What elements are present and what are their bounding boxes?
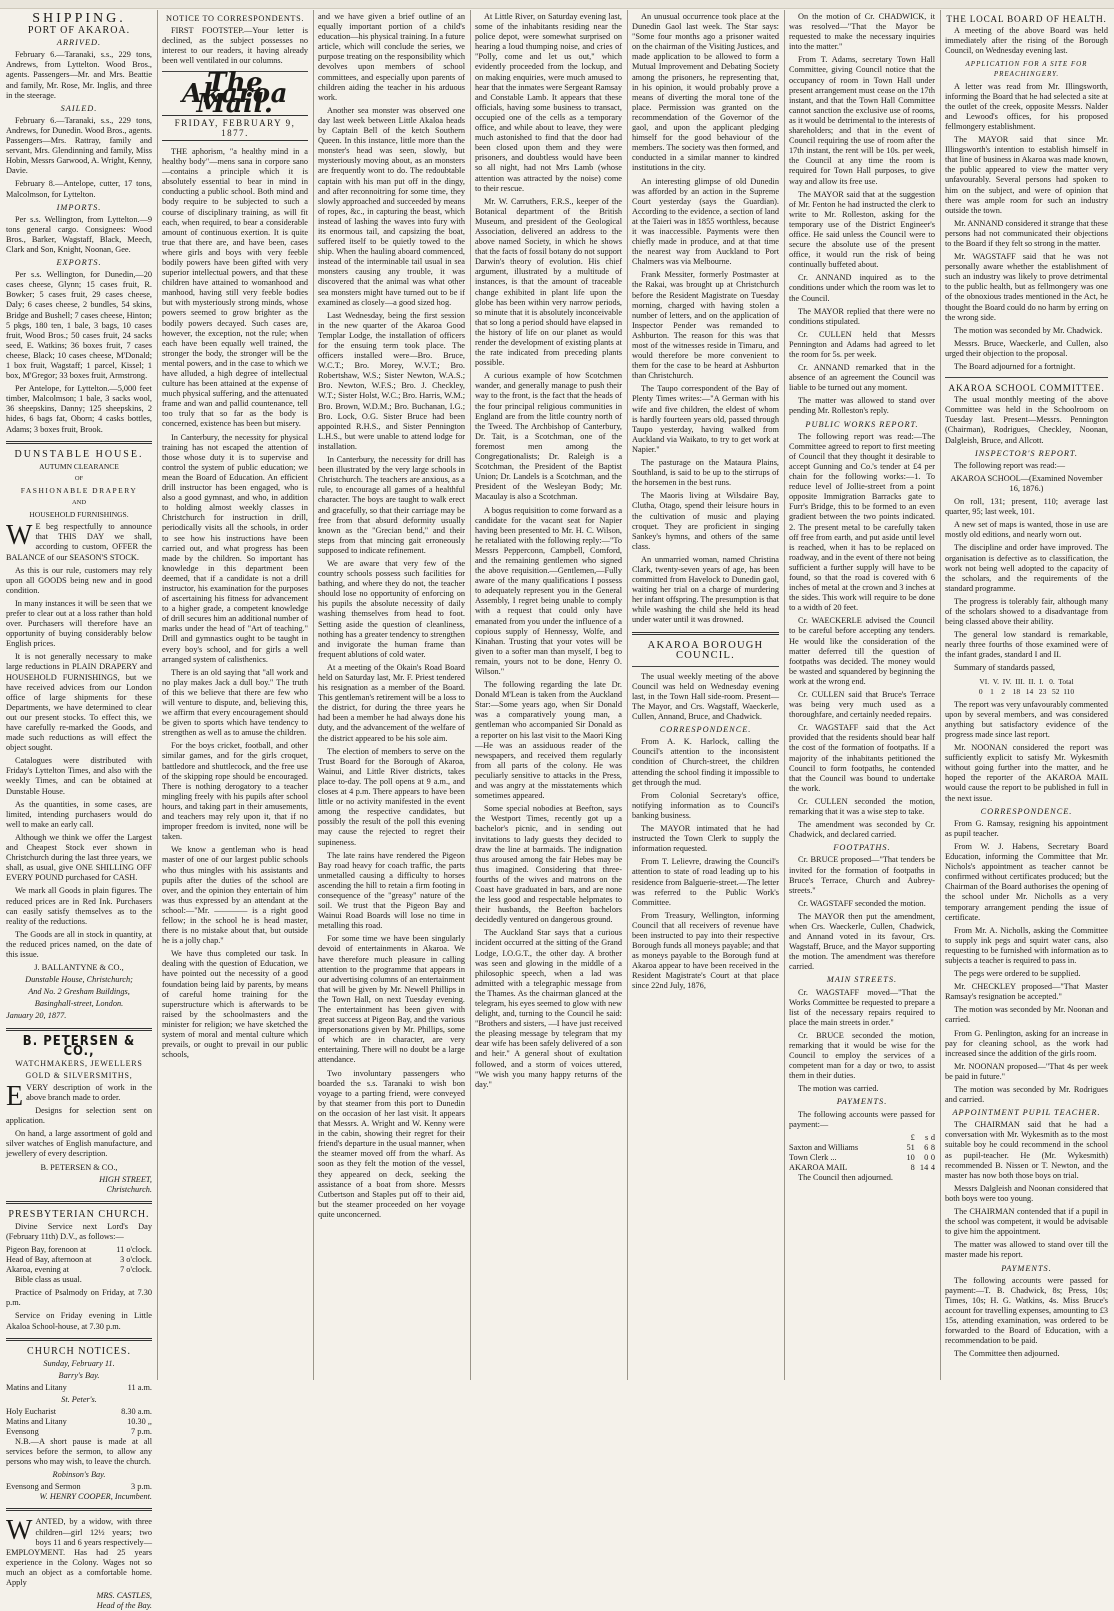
ad-subtitle: AUTUMN CLEARANCE [39, 461, 119, 471]
report-paragraph: The discipline and order have improved. The organisation is defective as to classification, the work not being well adopted to the capacity of the scholars, and the requirements of the standard programme. [945, 543, 1108, 593]
subheading: PAYMENTS. [836, 1097, 888, 1107]
report-paragraph: From Mr. A. Nicholls, asking the Committee to supply ink pegs and squirt water cans, also requesting to be furnished with information as to subjects a teacher is required to pass in. [945, 925, 1108, 965]
report-paragraph: The motion was carried. [798, 1084, 879, 1094]
news-paragraph: The Taupo correspondent of the Bay of Plenty Times writes:—"A German with his wife and five children, the eldest of whom is hardly fourteen years old, passed through Taupo yesterday, having walked from Auckland via Waikato, to try to get work at Napier." [632, 384, 779, 454]
ad-body: VERY description of work in the above branch made to order. [26, 1082, 152, 1102]
news-paragraph: Two involuntary passengers who boarded the s.s. Taranaki to wish bon voyage to a parting friend, were conveyed by that steamer from this port to Dunedin on the occasion of her last visit. It appears that Messrs. A. Wright and W. Kenny were in the cabin, showing their regret for their friend's departure in the usual manner, when the steamer moved off from the wharf. As soon as they felt the motion of the vessel, they appeared on deck, seeking the assistance of a boat from shore. Messrs Cutbertson and Staples put off to their aid, but the steamer proceeded on her voyage quite unconcerned. [318, 1068, 465, 1219]
subheading: FOOTPATHS. [833, 843, 891, 853]
payments-table [789, 1133, 935, 1173]
payment-amount: 10 [906, 1152, 915, 1162]
report-paragraph: Cr. WAGSTAFF said that the Act provided that the residents should bear half the cost of the formation of footpaths. If a majority of the inhabitants petitioned the Council to form footpaths, he contended that the Council was bound to undertake the work. [789, 723, 935, 793]
news-paragraph: An unusual occurrence took place at the Dunedin Gaol last week. The Star says: "Some four months ago a prisoner waited on the chairman of the Visiting Justices, and made application to be allowed to form a Mutual Improvement and Debating Society among the prisoners, he representing that, in his opinion, it would probably prove a means of diverting the moral tone of the place. Permission was granted on the recommendation of the Governor of the gaol, and upon the applicant pledging himself for the good behaviour of the members. The society was then formed, and conducted in a similar manner to kindred institutions in the city. [632, 12, 779, 173]
report-paragraph: Cr. CULLEN said that Bruce's Terrace was being very much used as a thoroughfare, and certainly needed repairs. [789, 690, 935, 720]
report-paragraph: From T. Adams, secretary Town Hall Committee, giving Council notice that the occupancy of room in Town Hall under present arrangement must cease on the 17th instant, and that the Town Hall Committee cannot sanction the exclusive use of rooms, as it would be detrimental to the interests of shareholders; and that in the event of Council requiring the use of room after the 17th instant, the rent will be 10s. per week, the Council at any time the room is required for Town Hall purposes, to give way and allow its free use. [789, 55, 935, 186]
report-paragraph: Messrs. Bruce, Waeckerle, and Cullen, also urged their objection to the proposal. [945, 338, 1108, 358]
ad-subtitle: AND [71, 499, 87, 507]
section-divider [6, 1508, 152, 1511]
notice-heading: NOTICE TO CORRESPONDENTS. [165, 14, 304, 23]
news-paragraph: A curious example of how Scotchmen wander, and generally manage to push their way to the front, is the fact that the heads of the four principal religious communities in England are from the little country north of the Tweed. The Archbishop of Canterbury, Dr. Tait, is a Scotchman, one of the foremost men among the Congregationalists; Dr. Raleigh is a Scotchman, the President of the Baptist Union; Dr. Landels is a Scotchman, and the President of the Wesleyan Body; Mr. Macaulay is also a Scotchman. [475, 371, 622, 502]
imports-entry: Per s.s. Wellington, from Lyttelton.—9 tons general cargo. Consignees: Wood Bros., Barker, Wagstaff, Black, Meech, Clark and Son, Knight, Noonan, Gee. [6, 214, 152, 254]
standards-values-row: 0 1 2 18 14 23 52 110 [978, 686, 1075, 696]
column-rule [784, 10, 785, 1380]
report-paragraph: The matter was allowed to stand over pending Mr. Rolleston's reply. [789, 396, 935, 416]
report-paragraph: From A. K. Harlock, calling the Council's attention to the inconsistent condition of Church-street, the children attending the school finding it impossible to get through the mud. [632, 737, 779, 787]
section-title-shipping: SHIPPING. [32, 11, 126, 26]
report-paragraph: Cr. ANNAND remarked that in the absence of an agreement the Council was liable to be turned out any moment. [789, 363, 935, 393]
section-divider [6, 1028, 152, 1031]
report-paragraph: From G. Ramsay, resigning his appointment as pupil teacher. [945, 818, 1108, 838]
editorial-paragraph: and we have given a brief outline of an equally important portion of a child's education—his physical training. In a future article, which will conclude the series, we purpose treating on the responsibility which devolves upon members of school committees, and especially upon parents of children aiding the teacher in his arduous work. [318, 12, 465, 102]
ad-signature: J. BALLANTYNE & CO., [34, 963, 124, 973]
ad-body: We mark all Goods in plain figures. The reduced prices are in Red Ink. Purchasers can easily satisfy themselves as to the reality of the reductions. [6, 886, 152, 926]
service-time-row [6, 1417, 152, 1427]
ad-subtitle: HOUSEHOLD FURNISHINGS. [29, 510, 129, 520]
report-paragraph: The Board adjourned for a fortnight. [954, 362, 1076, 371]
payee-name: AKAROA MAIL [789, 1162, 848, 1172]
payment-row [789, 1143, 935, 1153]
notice-body: FIRST FOOTSTEP.—Your letter is declined, as the subject possesses no interest to our readers, it having already been well ventilated in our columns. [162, 26, 308, 66]
report-paragraph: From Colonial Secretary's office, notifying information as to Council's banking business. [632, 790, 779, 820]
news-paragraph: A bogus requisition to come forward as a candidate for the vacant seat for Napier having been presented to Mr. H. C. Wilson, he retaliated with the following reply:—"To Messrs Pepperconn, Campbell, Comford, and the remaining gentlemen who signed the above requisition.—Gentlemen,—Fully aware of the many qualifications I possess to adequately represent you in the General Assembly, I regret being unable to comply with a request that could only have emanated from you under the influence of a copious supply of Hennessy, Wolfe, and Kinahan. Trusting that your votes will be given to a softer man than myself, I beg to remain, yours not to be done, Henry O. Wilson." [475, 505, 622, 676]
news-paragraph: An unmarried woman, named Christina Clark, twenty-seven years of age, has been committed from Havelock to Dunedin gaol, waiting her trial on a charge of murdering her infant offspring. The presumption is that while washing the child she held its head under water until it was drowned. [632, 554, 779, 625]
service-label: Matins and Litany [6, 1416, 67, 1426]
service-time-row [6, 1482, 152, 1492]
report-paragraph: The CHAIRMAN said that he had a conversation with Mr. Wykesmith as to the most suitable boy he could recommend in the school as pupil-teacher. He (Mr. Wykesmith) recommended B. Nissen or T. Newton, and the master has now both those boys on trial. [945, 1120, 1108, 1180]
news-paragraph: At a meeting of the Okain's Road Board held on Saturday last, Mr. F. Priest tendered his resignation as a member of the Board. This gentleman's retirement will be a loss to the district, for during the three years he had been a member he had always done his duty, and the advancement of the welfare of the district appeared to be his sole aim. [318, 662, 465, 743]
editorial-paragraph: There is an old saying that "all work and no play makes Jack a dull boy." The truth of this we believe that there are few who will venture to dispute, and, believing this, we affirm that every encouragement should be given to sports which have tendency to strengthen as well as to amuse the children. [162, 667, 308, 738]
report-paragraph: The motion was seconded by Mr. Chadwick. [954, 325, 1103, 335]
report-paragraph: The MAYOR said that since Mr. Illingsworth's intention to establish himself in that line of business in Akaroa was made known, the public appeared to view the matter very unfavourably. Several persons had spoken to him on the subject, and were of opinion that there was ample room for such an industry outside the town. [945, 135, 1108, 215]
ad-body: Although we think we offer the Largest and Cheapest Stock ever shown in Christchurch during the last three years, we shall, as usual, give ONE SHILLING OFF EVERY POUND purchased for CASH. [6, 832, 152, 883]
service-label: Evensong and Sermon [6, 1482, 81, 1492]
service-time: 7 p.m. [131, 1426, 152, 1436]
news-paragraph: At Little River, on Saturday evening last, some of the inhabitants residing near the police depot, were somewhat surprised on hearing a loud thumping noise, and cries of "Polly, come and let us out," which evidently proceeded from the lockup, and on making enquiries, were much amused to hear that the inmates were Sergeant Ramsay and Constable Lamb. It appears that these officials, having some business to transact, occupied one of the cells as a temporary office, and while about to leave, they were much astonished to find that the door had been closed upon them and they were prisoners, and doubtless would have been so all night, had not Mrs Lamb (whose attention was attracted by the noise) come to their rescue. [475, 12, 622, 193]
news-paragraph: In Canterbury, the necessity for drill has been illustrated by the very large schools in Christchurch. The teachers are anxious, as a rule, to encourage all games of a healthful character. The boys are taught to walk erect and gracefully, so that their carriage may be free from that absurd deformity usually known as the "Grecian bend," and their steps from that mincing gait erroneously supposed to indicate refinement. [318, 455, 465, 555]
report-paragraph: From W. J. Habens, Secretary Board Education, informing the Committee that Mr. Nichols's appointment as teacher cannot be confirmed without certificates produced; but the Chairman of the Board authorises the opening of the school under Mr. Nicholls as a very temporary arrangement pending the issue of certificate. [945, 841, 1108, 922]
ad-subtitle: FASHIONABLE DRAPERY [20, 485, 138, 495]
ad-signature: B. PETERSEN & CO., [40, 1162, 118, 1172]
report-paragraph: On the motion of Cr. CHADWICK, it was resolved—"That the Mayor be requested to make the necessary inquiries into the matter." [789, 12, 935, 52]
ad-address: Basinghall-street, London. [34, 999, 124, 1009]
report-paragraph: The MAYOR replied that there were no conditions stipulated. [789, 306, 935, 326]
payment-amount: 6 [924, 1142, 929, 1152]
service-label: Holy Eucharist [6, 1406, 57, 1416]
editorial-paragraph: We have thus completed our task. In dealing with the question of Education, we have pointed out the necessity of a good foundation being laid by parents, by means of careful home training for the superstructure which is afterwards to be raised by the schoolmasters and the minister for religion; we have sketched the system of moral and mental culture which prevails, or ought to prevail in our public schools, [162, 949, 308, 1060]
page-top-edge [0, 0, 1114, 9]
column-5 [632, 12, 779, 1378]
report-paragraph: The Council then adjourned. [798, 1172, 893, 1182]
editorial-paragraph: We know a gentleman who is head master of one of our largest public schools who thus mingles with his assistants and pupils after the duties of the school are over, and the opinion they entertain of him was thus expressed by an attendant at the school:—"Mr. ———— is a right good fellow; in the school he is head master, there is no mistake about that, but outside he is a jolly chap." [162, 845, 308, 946]
service-time-row [6, 1265, 152, 1275]
column-7 [945, 12, 1108, 1378]
report-paragraph: The amendment was seconded by Cr. Chadwick, and declared carried. [789, 820, 935, 840]
currency-column-header: s [924, 1132, 929, 1142]
service-label: Matins and Litany [6, 1382, 67, 1392]
service-label: Evensong [6, 1426, 39, 1436]
report-paragraph: Summary of standards passed, [954, 663, 1055, 673]
notice-signature: W. HENRY COOPER, Incumbent. [39, 1492, 152, 1502]
payment-amount: 0 [924, 1152, 929, 1162]
service-label: Pigeon Bay, forenoon at [6, 1245, 87, 1255]
payee-name: Town Clerk ... [789, 1152, 837, 1162]
column-rule [157, 10, 158, 1380]
news-paragraph: Another sea monster was observed one day last week between Little Akaloa heads by Captain Bell of the ketch Southern Queen. In this instance, little more than the monster's head was seen, slowly, but mysteriously moving about, as an monsters are frequently wont to do. The redoubtable captain with his man put off in the dingy, and after reconnoitring for some time, they slowly approached and succeeded by means of ropes, &c., in capturing the beast, which instead of lashing the waves into fury with its enormous tail, and capsizing the boat, suffered itself to be quietly towed to the ship. When the hauling aboard commenced, instead of the interminable tail usual in sea monsters causing any trouble, it was discovered that the animal was what other sea monsters might have turned out to be if examined as closely—a good sized hog. [318, 105, 465, 307]
report-paragraph: The following report was read:— [954, 460, 1066, 470]
currency-column-header: d [930, 1132, 935, 1142]
arrived-heading: ARRIVED. [56, 38, 102, 48]
payment-amount: 8 [930, 1142, 935, 1152]
subheading: PAYMENTS. [1001, 1263, 1052, 1273]
ad-subtitle: GOLD & SILVERSMITHS, [25, 1070, 133, 1080]
service-times-table [6, 1482, 152, 1492]
drop-cap: W [6, 520, 33, 552]
payment-amount: 8 [910, 1162, 915, 1172]
report-paragraph: Cr. WAECKERLE advised the Council to be careful before accepting any tenders. He would like the consideration of the matter deferred till the question of footpaths was decided. The money would be wasted and squandered by beginning the work at the wrong end. [789, 616, 935, 686]
report-paragraph: Cr. WAGSTAFF moved—"That the Works Committee be requested to prepare a list of the necessary repairs required to place the main streets in order." [789, 987, 935, 1027]
report-paragraph: The general low standard is remarkable, nearly three fourths of those examined were of the infant grades, standard I and II. [945, 630, 1108, 660]
report-paragraph: The matter was allowed to stand over till the master made his report. [945, 1240, 1108, 1260]
column-2 [162, 12, 308, 1378]
service-times-table [6, 1407, 152, 1437]
notice-body: Bible class as usual. [15, 1275, 82, 1285]
report-paragraph: The pegs were ordered to be supplied. [954, 969, 1081, 979]
arrival-entry: February 6.—Taranaki, s.s., 229 tons, Andrews, from Lyttelton. Wood Bros., agents. Passengers—Mr. and Mrs. Beattie and family, Mr. Rose, Mr. Inglis, and three in the steerage. [6, 50, 152, 100]
notice-body: N.B.—A short pause is made at all services before the sermon, to allow any persons who may wish, to leave the church. [6, 1436, 152, 1467]
subheading: CORRESPONDENCE. [659, 725, 752, 735]
ad-address: Dunstable House, Christchurch; [25, 975, 133, 985]
report-paragraph: The MAYOR said that at the suggestion of Mr. Fenton he had instructed the clerk to write to Mr. Rolleston, asking for the temporary use of the District Engineer's office. He said unless the Council were to secure the absolute use of the present office, it would run the risk of being continually buffeted about. [789, 189, 935, 270]
subheading: PUBLIC WORKS REPORT. [805, 419, 919, 429]
service-label: Akaroa, evening at [6, 1265, 69, 1275]
report-paragraph: A meeting of the above Board was held immediately after the rising of the Borough Council, on Wednesday evening last. [945, 26, 1108, 56]
payment-amount: 4 [930, 1162, 935, 1172]
report-paragraph: The following accounts were passed for payment:— [789, 1109, 935, 1129]
service-times-table [6, 1383, 152, 1393]
notice-date: Sunday, February 11. [43, 1358, 115, 1368]
payment-amount: 51 [906, 1142, 915, 1152]
notice-body: Service on Friday evening in Little Akaloa School-house, at 7.30 p.m. [6, 1311, 152, 1331]
report-paragraph: The progress is tolerably fair, although many of the scholars showed to a disadvantage from being classed above their ability. [945, 596, 1108, 627]
notice-title-presbyterian: PRESBYTERIAN CHURCH. [8, 1208, 150, 1220]
column-3 [318, 12, 465, 1378]
column-rule [470, 10, 471, 1380]
service-time-row [6, 1407, 152, 1417]
report-paragraph: AKAROA SCHOOL—(Examined November 16, 1876.) [950, 473, 1103, 493]
service-time: 8.30 a.m. [121, 1406, 152, 1416]
section-divider [632, 666, 779, 667]
column-rule [313, 10, 314, 1380]
ad-body: Designs for selection sent on application. [6, 1106, 152, 1126]
report-paragraph: A letter was read from Mr. Illingsworth, informing the Board that he had selected a site at the outlet of the creek, opposite Messrs. Nalder and Lewood's offices, for his proposed fellmongery establishment. [945, 81, 1108, 131]
service-time: 3 p.m. [131, 1482, 152, 1492]
ad-address: HIGH STREET, [99, 1174, 152, 1184]
ad-address: Head of the Bay. [96, 1601, 152, 1611]
service-time-row [6, 1255, 152, 1265]
news-paragraph: The Auckland Star says that a curious incident occurred at the sitting of the Grand Lodge, I.O.G.T., the other day. A brother was seen and glowing in the middle of a philosophic speech, when a lad was admitted with a telegraphic message from the Thames. As the chairman glanced at the telegram, his eyes seemed to glow with new delight, and, turning to the Council he said: "Brothers and sisters, —I have just received the pleasing message by telegram that my dear wife has been safely delivered of a son and heir." A general shout of exultation followed, and a storm of voices uttered, "We wish you many happy returns of the day." [475, 928, 622, 1089]
ad-body: On hand, a large assortment of gold and silver watches of English manufacture, and jewellery of every description. [6, 1129, 152, 1159]
subheading: MAIN STREETS. [826, 975, 898, 985]
report-paragraph: From G. Penlington, asking for an increase in pay for cleaning school, as the work had increased since the addition of the girls room. [945, 1028, 1108, 1058]
report-paragraph: Cr. CULLEN seconded the motion, remarking that it was a wise step to take. [789, 796, 935, 817]
section-title-borough-council: AKAROA BOROUGH COUNCIL. [647, 639, 764, 661]
report-paragraph: Mr. WAGSTAFF said that he was not personally aware whether the establishment of such an industry was likely to prove detrimental to the public health, but as fellmongery was one of the obnoxious trades mentioned in the Act, he thought the Board could do no harm by erring on the wrong side. [945, 252, 1108, 322]
service-time: 11 o'clock. [116, 1245, 152, 1255]
imports-heading: IMPORTS. [56, 202, 102, 212]
news-paragraph: Some special nobodies at Beefton, says the Westport Times, recently got up a bachelor's picnic, and in sending out invitations to lady guests they decided to draw the line at barmaids. The indignation thus aroused among the fair Hebes may be thus imagined. Considering that three-fourths of the wives and matrons on the Coast have graduated in bars, and are none the less good and respectable helpmates to their husbands, the Beefton bachelors decidedly ventured on dangerous ground. [475, 804, 622, 925]
ad-title-petersen: B. PETERSEN & CO., [22, 1033, 136, 1059]
service-time-row [6, 1383, 152, 1393]
editorial-paragraph: For the boys cricket, football, and other similar games, and for the girls croquet, battledore and shuttlecock, and the free use of the skipping rope should be encouraged. There is nothing derogatory to a teacher mingling freely with his pupils after school hours, and taking part in their amusements, and teachers may rely upon it, that if no improper freedom is invited, none will be taken. [162, 741, 308, 842]
service-time: 10.30 ,, [127, 1416, 152, 1426]
column-4 [475, 12, 622, 1378]
news-paragraph: The late rains have rendered the Pigeon Bay road heavy for coach traffic, the parts unmetalled causing a difficulty to horses ascending the hill to retain a firm footing in consequence of the "greasy" nature of the soil. We trust that the Pigeon Bay and Wainui Road Boards will lose no time in metalling this road. [318, 850, 465, 931]
ad-address: And No. 2 Gresham Buildings, [28, 987, 130, 997]
report-paragraph: The CHAIRMAN contended that if a pupil in the school was competent, it would be advisable to give him the appointment. [945, 1207, 1108, 1237]
service-time-row [6, 1245, 152, 1255]
news-paragraph: An interesting glimpse of old Dunedin was afforded by an action in the Supreme Court yesterday (says the Guardian). According to the evidence, a section of land at the Taieri was in 1855 worthless, because it was inaccessible. Payments were then chiefly made in produce, and at that time the nearest way from Auckland to Port Chalmers was via Melbourne. [632, 176, 779, 267]
church-location: St. Peter's. [61, 1394, 97, 1404]
subheading: APPLICATION FOR A SITE FOR PREACHINGERY. [965, 60, 1088, 79]
ad-title-dunstable: DUNSTABLE HOUSE. [14, 448, 144, 460]
news-paragraph: For some time we have been singularly devoid of entertainments in Akaroa. We have therefore much pleasure in calling attention to the programme that appears in our advertising columns of an entertainment that will be given by Mr. Newell Phillips in the Town Hall, on next Tuesday evening. The entertainment has been given with great success at Pigeon Bay, and the various impersonations given by Mr. Phillips, some of which are in character, are very entertaining. There will no doubt be a large attendance. [318, 934, 465, 1065]
report-paragraph: The motion was seconded by Mr. Rodrigues and carried. [945, 1085, 1108, 1105]
report-paragraph: Mr. ANNAND considered it strange that these persons had not communicated their objections to the Board if they felt so strong in the matter. [945, 218, 1108, 248]
section-divider [632, 632, 779, 635]
editorial-paragraph: THE aphorism, "a healthy mind in a healthy body"—mens sana in corpore sano—contains a principle which it is absolutely essential to bear in mind in conducting a public school. Both mind and body require to be subjected to such a course of disciplinary training, as will fit each, when required, to bear a considerable amount of continuous exertion. It is quite true that there are, and have been, cases where girls and boys with very feeble bodily powers have been gifted with very superior intellectual powers, and that these children have attained to womanhood and manhood, having still very feeble bodies but with mysteriously strong minds, whose powers seemed to grow brighter as the bodily powers decayed. Such cases are, however, the exception, not the rule; when each have been equally well trained, the stronger the body, the stronger will be the mental powers, and in the case to which we have alluded, a high degree of intellectual culture has been attained at the expense of much physical suffering, and the attenuated frame and wan and pallid countenance, tell too truly that so far as the body is concerned, existence has been but misery. [162, 146, 308, 429]
masthead-title: The Akaroa Mail. [182, 68, 288, 119]
report-paragraph: On roll, 131; present, 110; average last quarter, 95; last week, 101. [945, 497, 1108, 517]
exports-heading: EXPORTS. [56, 258, 102, 268]
payment-amount: 0 [930, 1152, 935, 1162]
report-paragraph: A new set of maps is wanted, those in use are mostly old editions, and nearly worn out. [945, 520, 1108, 540]
column-rule [627, 10, 628, 1380]
news-paragraph: Last Wednesday, being the first session in the new quarter of the Akaroa Good Templar Lodge, the installation of officers for the ensuing term took place. The officers installed were—Bro. Bruce, W.C.T.; Bro. Morey, W.V.T.; Bro. Robertshaw, W.S.; Sister Newton, W.A.S.; Bro. Newton, W.F.S.; Bro. J. Checkley, W.T.; Sister Holst, W.C.; Bro. Harris, W.M.; Bro. Brown, W.D.M.; Bro. Buchanan, I.G.; Bro. Lock, O.G. Sister Bruce had been appointed R.H.S., and Sister Pennington L.H.S., but were unable to attend lodge for installation. [318, 310, 465, 451]
payment-amount: 14 [919, 1162, 929, 1172]
ad-body: ANTED, by a widow, with three children—girl 12½ years; two boys 11 and 6 years respectively—EMPLOYMENT. Has had 25 years experience in the Colony. Wages not so much an object as a comfortable home. Apply [6, 1517, 152, 1587]
sailing-entry: February 8.—Antelope, cutter, 17 tons, Malcolmson, for Lyttelton. [6, 179, 152, 199]
report-paragraph: The report was very unfavourably commented upon by several members, and was considered anything but satisfactory evidence of the progress made since last report. [945, 699, 1108, 739]
notice-body: Practice of Psalmody on Friday, at 7.30 p.m. [6, 1288, 152, 1308]
report-paragraph: The MAYOR then put the amendment, when Crs. Waeckerle, Cullen, Chadwick, and Annand voted in its favour, Crs. Wagstaff, Bruce, and the Mayor supporting the motion. The amendment was therefore carried. [789, 911, 935, 972]
section-title-school-committee: AKAROA SCHOOL COMMITTEE. [948, 383, 1105, 394]
report-paragraph: Mr. NOONAN considered the report was sufficiently explicit to satisfy Mr. Wykesmith without going further into the matter, and he hoped the reporter of the AKAROA MAIL would cause the report to be published in full in the next issue. [945, 743, 1108, 803]
report-paragraph: From T. Lelievre, drawing the Council's attention to state of road leading up to his residence from Balguerie-street.—The letter was referred to the Public Work's Committee. [632, 857, 779, 907]
subheading: APPOINTMENT PUPIL TEACHER. [952, 1108, 1101, 1118]
column-rule [940, 10, 941, 1380]
exports-entry: Per s.s. Wellington, for Dunedin,—20 cases cheese, Glynn; 15 cases fruit, R. Bowker; 5 cases fruit, 29 cases cheese, Daly; 6 cases cheese, 2 bundles, 54 skins, Bridge and Bushell; 7 cases cheese, Hinton; 5 pkgs, 180 ten, 1 bale, 3 bags, 10 cases fruit, Wood Bros.; 50 cases fruit, 24 sacks seed, E. Watkins; 36 boxes fruit, 7 cases cheese, Black; 10 cases cheese, M'Donald; 1 box fruit, Wagstaff; 1 parcel, Kissel; 1 box, M'Gregor; 33 boxes fruit, Armstrong. [6, 270, 152, 381]
ad-signature: MRS. CASTLES, [96, 1591, 152, 1601]
report-paragraph: Cr. BRUCE seconded the motion, remarking that it would be wise for the Council to employ the services of a competent man for a day or two, to assist them in their duties. [789, 1030, 935, 1081]
service-time: 11 a.m. [127, 1382, 152, 1392]
news-paragraph: The election of members to serve on the Trust Board for the Borough of Akaroa, Wainui, and Little River districts, takes place to-day. The poll opens at 9 a.m., and closes at 4 p.m. There appears to have been little or no activity manifested in the event among the respective candidates, but possibly the result of the poll this evening may cause the rejected to regret their supineness. [318, 746, 465, 847]
section-divider [6, 1201, 152, 1204]
report-paragraph: The following accounts were passed for payment:—T. B. Chadwick, 8s; Press, 10s; Times, 10s; H. G. Watkins, 4s. Miss Bruce's account for travelling expenses, amounting to £3 15s, attending examination, was ordered to be forwarded to the Board of Education, with a recommendation to be paid. [945, 1275, 1108, 1346]
drop-cap: W [6, 1515, 33, 1547]
report-paragraph: Cr. CULLEN held that Messrs Pennington and Adams had agreed to let the room for 5s. per week. [789, 329, 935, 359]
standards-header-row: VI. V. IV. III. II. I. 0. Total [979, 676, 1074, 686]
service-time: 7 o'clock. [120, 1265, 152, 1275]
editorial-paragraph: In Canterbury, the necessity for physical training has not escaped the attention of those whose duty it is to supervise and control the system of public education; we mean the Board of Education. An efficient drill instructor has been engaged, who is also a good gymnast, and who, in addition to holding almost weekly classes in Christchurch for instruction in drill, periodically visits all the schools, in order to see how his instructions have been carried out, and what progress has been made by the children. So important has knowledge in this department been deemed, that if a candidate is not a drill instructor, his examination for the purposes of ascertaining his fitness for advancement to a higher grade, a competent knowledge of drill secures him an additional number of marks under the head of "Art of teaching." Drill and gymnastics ought to be taught in every boy's school, and for girls a well arranged system of calisthenics. [162, 432, 308, 664]
payment-row [789, 1153, 935, 1163]
service-time-row [6, 1427, 152, 1437]
ad-body: As the quantities, in some cases, are limited, intending purchasers would do well to make an early call. [6, 799, 152, 829]
report-paragraph: The MAYOR intimated that he had instructed the Town Clerk to supply the information requested. [632, 824, 779, 854]
news-paragraph: The pasturage on the Mataura Plains, Southland, is said to be up to the stirrups of the horsemen in the best runs. [632, 458, 779, 488]
section-divider [6, 441, 152, 444]
report-paragraph: Cr. WAGSTAFF seconded the motion. [798, 898, 926, 908]
service-time: 3 o'clock. [120, 1255, 152, 1265]
news-paragraph: The following regarding the late Dr. Donald M'Lean is taken from the Auckland Star:—Some years ago, when Sir Donald was a comparatively young man, a gentleman who accompanied Sir Donald as a reporter on his last visit to the Maori King—He was an assiduous reader of the newspapers, and received them regularly from all parts of the colony. He was peculiarly sensitive to attacks in the Press, and was angry at the misstatements which sometimes appeared. [475, 680, 622, 801]
ad-subtitle: OF [74, 474, 84, 482]
news-paragraph: Mr. W. Carruthers, F.R.S., keeper of the Botanical department of the British Museum, and president of the Geological Association, delivered an address to the above named Society, in which he shows that the facts of fossil botany do not support Darwin's theory of evolution. His chief argument, illustrated by a multitude of instances, is that the amount of traceable change exhibited in plant life upon the globe has been within very narrow periods, so minute that it is absolutely inconceivable that so long a period should have elapsed in the history of life on our planet as would render the development of existing plants at the rate indicated from preceding plants possible. [475, 196, 622, 368]
ad-body: In many instances it will be seen that we prefer to clear out at a loss rather than hold over. Purchasers will therefore have an opportunity of buying considerably below English prices. [6, 598, 152, 649]
report-paragraph: Messrs Dalgleish and Noonan considered that both boys were too young. [945, 1183, 1108, 1203]
section-divider [6, 1338, 152, 1341]
news-paragraph: We are aware that very few of the country schools possess such facilities for bathing, and where they do not, the teacher should lose no opportunity of enforcing on his pupils the absolute necessity of daily washing themselves from head to foot. Setting aside the question of cleanliness, nothing has a greater tendency to strengthen and invigorate the human frame than frequent ablutions of cold water. [318, 558, 465, 659]
report-paragraph: The usual weekly meeting of the above Council was held on Wednesday evening last, in the Town Hall side-room. Present—The Mayor, and Crs. Wagstaff, Waeckerle, Cullen, Annand, Bruce, and Chadwick. [632, 671, 779, 722]
news-paragraph: Frank Messiter, formerly Postmaster at the Rakai, was brought up at Christchurch before the Resident Magistrate on Tuesday morning, charged with having stolen a number of letters, and on the application of Inspector Pender was remanded to Ashburton. The reason for this was that most of the witnesses reside in Timaru, and would therefore be more convenient to them for the case to be heard at Ashburton than Christchurch. [632, 270, 779, 381]
issue-dateline: FRIDAY, FEBRUARY 9, 1877. [162, 115, 308, 141]
payee-name: Saxton and Williams [789, 1142, 859, 1152]
ad-body: It is not generally necessary to make large reductions in PLAIN DRAPERY and HOUSEHOLD FURNISHINGS, but we have received advices from our London office of large shipments for these Departments, we have determined to clear out our present stocks. To effect this, we have carefully re-marked the Goods, and made such reductions as will effect the object sought. [6, 652, 152, 753]
church-location: Barry's Bay. [58, 1370, 100, 1380]
sailing-entry: February 6.—Taranaki, s.s., 229 tons, Andrews, for Dunedin. Wood Bros., agents. Passengers—Mrs. Rattray, family and servant, Mrs. Glendinning and family, Miss Hobin, Messrs Garwood, A. Wright, Kenny, Davie. [6, 115, 153, 176]
report-paragraph: The following report was read:—The Committee agreed to report to first meeting of Council that they thought it desirable to accept Gunning and Co.'s tender at £4 per chain for the following works:—1. To reduce level of Jollie-street from a point opposite Immigration Barracks gate to Furr's Bridge, this to be formed to an even gradient between the two points indicated. 2. The present metal to be carefully taken off free from earth, and put aside until level is reached, when it has to be replaced on roadway, and in the event of there not being sufficient a further supply will have to be found, so that the road is covered with 6 inches of metal at the crown and 3 inches at the sides. This work will require to be done to a width of 20 feet. [789, 431, 935, 613]
section-divider [945, 377, 1108, 378]
service-label: Head of Bay, afternoon at [6, 1255, 92, 1265]
news-paragraph: The Maoris living at Wilsdaire Bay, Clutha, Otago, spend their leisure hours in the cultivation of music and playing croquet. They are proficient in singing Sankey's hymns, and others of the same class. [632, 491, 779, 551]
ad-body: As this is our rule, customers may rely upon all GOODS being new and in good condition. [6, 565, 152, 595]
column-1 [6, 11, 153, 1611]
report-paragraph: The motion was seconded by Mr. Noonan and carried. [945, 1005, 1108, 1025]
payment-row [789, 1163, 935, 1173]
subheading: INSPECTOR'S REPORT. [975, 448, 1078, 458]
ad-body: Catalogues were distributed with Friday's Lyttelton Times, and also with the weekly Times, and can be obtained at Dunstable House. [6, 756, 152, 796]
ad-body: E beg respectfully to announce that THIS DAY we shall, according to custom, OFFER the BALANCE of our SEASON'S STOCK. [6, 522, 152, 562]
exports-entry: Per Antelope, for Lyttelton.—5,000 feet timber, Malcolmson; 1 bale, 3 sacks wool, 36 sheepskins, Danny; 125 sheepskins, 2 hides, 6 bags fat, Oborn; 4 casks bottles, Adams; 3 boxes fruit, Brook. [6, 384, 152, 434]
notice-body: Divine Service next Lord's Day (February 11th) D.V., as follows:— [6, 1221, 152, 1242]
section-title-board-of-health: THE LOCAL BOARD OF HEALTH. [946, 14, 1107, 24]
ad-subtitle: WATCHMAKERS, JEWELLERS [15, 1058, 143, 1068]
ad-address: Christchurch. [106, 1184, 152, 1194]
port-heading: PORT OF AKAROA. [27, 25, 131, 37]
report-paragraph: Mr. NOONAN proposed—"That 4s per week be paid in future." [945, 1061, 1108, 1081]
report-paragraph: The Committee then adjourned. [954, 1349, 1060, 1359]
report-paragraph: Cr. ANNAND inquired as to the conditions under which the room was let to the Council. [789, 273, 935, 303]
ad-date: January 20, 1877. [6, 1011, 67, 1021]
notice-title-church: CHURCH NOTICES. [27, 1345, 131, 1357]
currency-column-header: £ [910, 1132, 915, 1142]
service-times-table [6, 1245, 152, 1275]
report-paragraph: Mr. CHECKLEY proposed—"That Master Ramsay's resignation be accepted." [945, 982, 1108, 1002]
column-6 [789, 12, 935, 1378]
report-paragraph: From Treasury, Wellington, informing Council that all receivers of revenue have been instructed to pay into their respective Borough funds all moneys payable; and that as moneys payable to the Borough fund at Akaroa appear to have been received in the Resident Magistrate's Court at that place since 22nd July, 1876, [632, 910, 779, 991]
report-paragraph: Cr. BRUCE proposed—"That tenders be invited for the formation of footpaths in Bruce's Terrace, Church and Aubrey-streets." [789, 855, 935, 895]
church-location: Robinson's Bay. [52, 1470, 106, 1480]
report-paragraph: The usual monthly meeting of the above Committee was held in the Schoolroom on Tuesday last. Present—Messrs. Pennington (Chairman), Rodrigues, Checkley, Noonan, Dalgleish, Bruce, and Allcott. [945, 395, 1108, 445]
ad-body: The Goods are all in stock in quantity, at the reduced prices named, on the date of this issue. [6, 929, 152, 959]
payments-header-row [789, 1133, 935, 1143]
subheading: CORRESPONDENCE. [980, 806, 1073, 816]
drop-cap: E [6, 1080, 24, 1112]
sailed-heading: SAILED. [60, 103, 98, 113]
payments-header-blank [789, 1133, 901, 1143]
